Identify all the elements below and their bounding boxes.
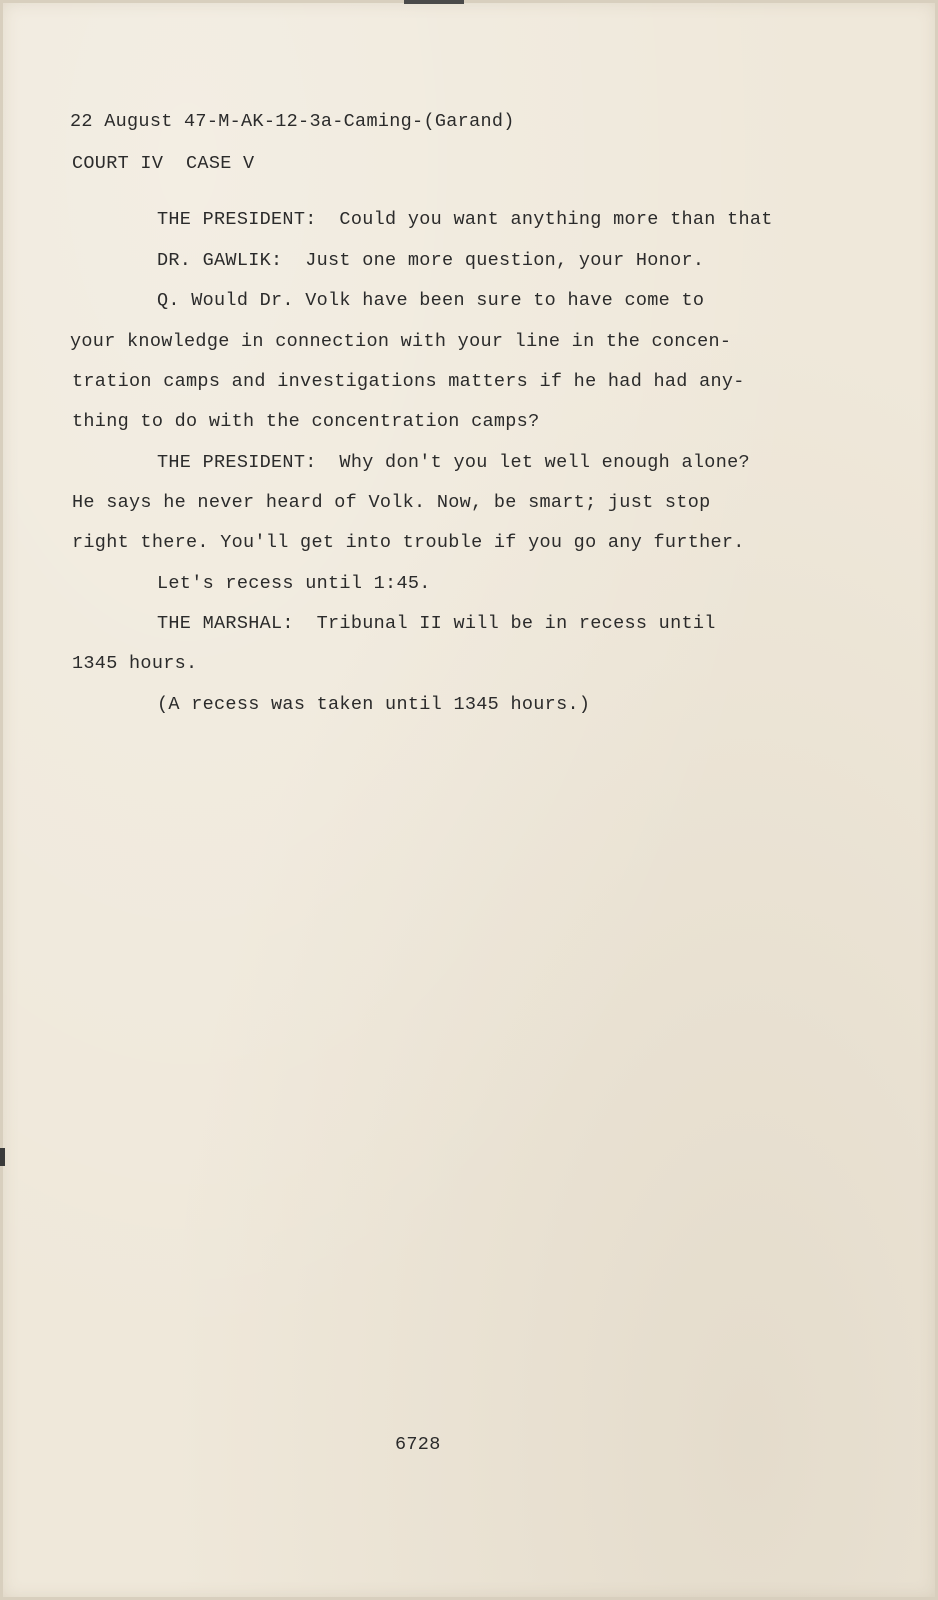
transcript-line: your knowledge in connection with your line in the concen- [70,331,732,352]
header-court-case: COURT IV CASE V [72,153,255,174]
transcript-line: THE PRESIDENT: Could you want anything more than that [157,209,773,230]
transcript-line: THE MARSHAL: Tribunal II will be in recess until [157,613,716,634]
transcript-line: DR. GAWLIK: Just one more question, your Honor. [157,250,705,271]
transcript-line: He says he never heard of Volk. Now, be smart; just stop [72,492,711,513]
page-number: 6728 [395,1434,441,1455]
transcript-line: tration camps and investigations matters if he had had any- [72,371,745,392]
transcript-line: 1345 hours. [72,653,198,674]
transcript-line: Q. Would Dr. Volk have been sure to have come to [157,290,705,311]
transcript-line: THE PRESIDENT: Why don't you let well enough alone? [157,452,750,473]
transcript-line: right there. You'll get into trouble if you go any further. [72,532,745,553]
transcript-line: thing to do with the concentration camps? [72,411,540,432]
binding-hole-mark [0,1148,5,1166]
header-date-code: 22 August 47-M-AK-12-3a-Caming-(Garand) [70,111,515,132]
binding-clip-mark [404,0,464,4]
transcript-line: Let's recess until 1:45. [157,573,431,594]
transcript-line: (A recess was taken until 1345 hours.) [157,694,591,715]
